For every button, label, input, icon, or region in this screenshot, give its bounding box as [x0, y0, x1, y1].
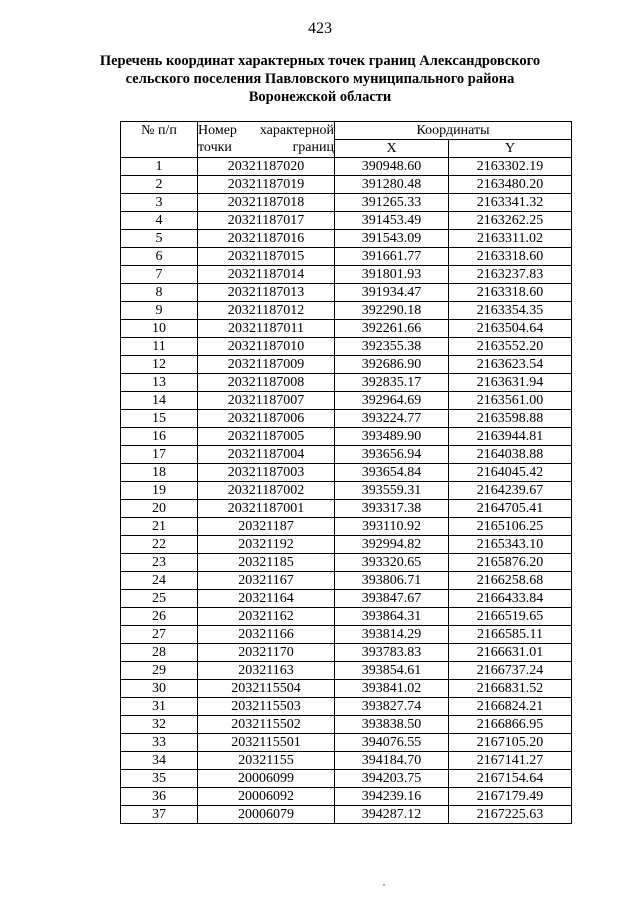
cell-point-number: 20321187002	[198, 482, 335, 500]
cell-row-number: 18	[121, 464, 198, 482]
cell-row-number: 28	[121, 644, 198, 662]
cell-y: 2163318.60	[449, 248, 572, 266]
cell-y: 2166631.01	[449, 644, 572, 662]
cell-row-number: 31	[121, 698, 198, 716]
cell-x: 394203.75	[335, 770, 449, 788]
title-line: сельского поселения Павловского муниципального района	[125, 71, 515, 87]
cell-y: 2163318.60	[449, 284, 572, 302]
cell-point-number: 20321187004	[198, 446, 335, 464]
cell-x: 393827.74	[335, 698, 449, 716]
cell-y: 2166737.24	[449, 662, 572, 680]
table-row	[121, 716, 572, 734]
table-row	[121, 662, 572, 680]
cell-row-number: 2	[121, 176, 198, 194]
table-row	[121, 428, 572, 446]
table-row	[121, 194, 572, 212]
table-row	[121, 320, 572, 338]
table-row	[121, 392, 572, 410]
cell-point-number: 20321187005	[198, 428, 335, 446]
table-row	[121, 500, 572, 518]
cell-row-number: 23	[121, 554, 198, 572]
cell-x: 392835.17	[335, 374, 449, 392]
table-row	[121, 482, 572, 500]
cell-x: 392964.69	[335, 392, 449, 410]
table-row	[121, 248, 572, 266]
cell-x: 394239.16	[335, 788, 449, 806]
table-row	[121, 446, 572, 464]
cell-row-number: 13	[121, 374, 198, 392]
cell-point-number: 20006092	[198, 788, 335, 806]
header-coordinates: Координаты	[335, 122, 572, 140]
cell-y: 2167225.63	[449, 806, 572, 824]
cell-y: 2164705.41	[449, 500, 572, 518]
table-row	[121, 752, 572, 770]
table-row	[121, 770, 572, 788]
cell-row-number: 8	[121, 284, 198, 302]
cell-point-number: 20321162	[198, 608, 335, 626]
table-row	[121, 644, 572, 662]
cell-row-number: 15	[121, 410, 198, 428]
table-row	[121, 356, 572, 374]
cell-x: 393806.71	[335, 572, 449, 590]
table-row	[121, 302, 572, 320]
table-row	[121, 158, 572, 176]
cell-point-number: 20321187019	[198, 176, 335, 194]
scan-speck	[383, 884, 385, 886]
coordinates-table	[120, 121, 572, 824]
table-body	[121, 158, 572, 824]
cell-y: 2167154.64	[449, 770, 572, 788]
cell-y: 2164045.42	[449, 464, 572, 482]
cell-row-number: 25	[121, 590, 198, 608]
cell-row-number: 36	[121, 788, 198, 806]
header-row-number: № п/п	[121, 122, 198, 158]
cell-point-number: 20321187020	[198, 158, 335, 176]
title-line: Воронежской области	[248, 89, 392, 105]
cell-point-number: 20321187017	[198, 212, 335, 230]
cell-y: 2167179.49	[449, 788, 572, 806]
table-row	[121, 410, 572, 428]
cell-row-number: 4	[121, 212, 198, 230]
cell-point-number: 20321164	[198, 590, 335, 608]
table-row	[121, 806, 572, 824]
cell-y: 2163480.20	[449, 176, 572, 194]
cell-row-number: 7	[121, 266, 198, 284]
cell-x: 393489.90	[335, 428, 449, 446]
document-title	[90, 52, 550, 106]
cell-row-number: 20	[121, 500, 198, 518]
cell-x: 393841.02	[335, 680, 449, 698]
cell-x: 393847.67	[335, 590, 449, 608]
table-row	[121, 536, 572, 554]
cell-x: 391661.77	[335, 248, 449, 266]
cell-x: 393317.38	[335, 500, 449, 518]
cell-point-number: 20321187007	[198, 392, 335, 410]
cell-x: 393838.50	[335, 716, 449, 734]
cell-point-number: 20321187012	[198, 302, 335, 320]
cell-x: 393864.31	[335, 608, 449, 626]
cell-point-number: 20321167	[198, 572, 335, 590]
table-row	[121, 680, 572, 698]
table-row	[121, 572, 572, 590]
cell-row-number: 34	[121, 752, 198, 770]
header-y: Y	[449, 140, 572, 158]
cell-row-number: 9	[121, 302, 198, 320]
table-row	[121, 464, 572, 482]
cell-y: 2166258.68	[449, 572, 572, 590]
cell-row-number: 11	[121, 338, 198, 356]
cell-point-number: 20321187018	[198, 194, 335, 212]
cell-y: 2163561.00	[449, 392, 572, 410]
page-number: 423	[308, 20, 332, 37]
cell-point-number: 20321187009	[198, 356, 335, 374]
cell-point-number: 20321192	[198, 536, 335, 554]
cell-x: 390948.60	[335, 158, 449, 176]
cell-row-number: 37	[121, 806, 198, 824]
cell-x: 393854.61	[335, 662, 449, 680]
table-row	[121, 212, 572, 230]
cell-y: 2163341.32	[449, 194, 572, 212]
cell-point-number: 2032115501	[198, 734, 335, 752]
table-row	[121, 374, 572, 392]
cell-x: 393656.94	[335, 446, 449, 464]
table-row	[121, 788, 572, 806]
cell-x: 391265.33	[335, 194, 449, 212]
table-header	[121, 122, 572, 158]
cell-y: 2165343.10	[449, 536, 572, 554]
cell-row-number: 5	[121, 230, 198, 248]
cell-row-number: 12	[121, 356, 198, 374]
cell-row-number: 35	[121, 770, 198, 788]
cell-y: 2163623.54	[449, 356, 572, 374]
cell-x: 392994.82	[335, 536, 449, 554]
table-row	[121, 626, 572, 644]
table-row	[121, 338, 572, 356]
cell-y: 2163552.20	[449, 338, 572, 356]
cell-x: 392355.38	[335, 338, 449, 356]
cell-point-number: 20321163	[198, 662, 335, 680]
cell-row-number: 22	[121, 536, 198, 554]
table-row	[121, 554, 572, 572]
table-row	[121, 230, 572, 248]
cell-row-number: 29	[121, 662, 198, 680]
cell-y: 2163631.94	[449, 374, 572, 392]
cell-y: 2163354.35	[449, 302, 572, 320]
cell-point-number: 20321187010	[198, 338, 335, 356]
cell-point-number: 20321187001	[198, 500, 335, 518]
cell-point-number: 20321187008	[198, 374, 335, 392]
cell-y: 2166519.65	[449, 608, 572, 626]
cell-y: 2163237.83	[449, 266, 572, 284]
cell-point-number: 20321187003	[198, 464, 335, 482]
table-row	[121, 698, 572, 716]
table-row	[121, 266, 572, 284]
cell-y: 2163598.88	[449, 410, 572, 428]
table-row	[121, 590, 572, 608]
cell-point-number: 2032115504	[198, 680, 335, 698]
cell-x: 393654.84	[335, 464, 449, 482]
cell-row-number: 3	[121, 194, 198, 212]
cell-x: 393224.77	[335, 410, 449, 428]
cell-y: 2163504.64	[449, 320, 572, 338]
cell-y: 2166824.21	[449, 698, 572, 716]
cell-row-number: 1	[121, 158, 198, 176]
cell-y: 2163311.02	[449, 230, 572, 248]
table-row	[121, 608, 572, 626]
cell-point-number: 20321170	[198, 644, 335, 662]
cell-y: 2166831.52	[449, 680, 572, 698]
cell-row-number: 17	[121, 446, 198, 464]
cell-x: 392686.90	[335, 356, 449, 374]
cell-point-number: 20321155	[198, 752, 335, 770]
cell-point-number: 20006099	[198, 770, 335, 788]
cell-x: 392290.18	[335, 302, 449, 320]
cell-y: 2165106.25	[449, 518, 572, 536]
cell-x: 391934.47	[335, 284, 449, 302]
cell-row-number: 32	[121, 716, 198, 734]
cell-x: 392261.66	[335, 320, 449, 338]
cell-row-number: 24	[121, 572, 198, 590]
cell-row-number: 16	[121, 428, 198, 446]
cell-point-number: 20321187015	[198, 248, 335, 266]
cell-x: 393559.31	[335, 482, 449, 500]
cell-y: 2166585.11	[449, 626, 572, 644]
header-point-number: Номер характерной точки границ	[198, 122, 335, 158]
cell-row-number: 14	[121, 392, 198, 410]
cell-y: 2167105.20	[449, 734, 572, 752]
cell-point-number: 20321187013	[198, 284, 335, 302]
cell-point-number: 2032115503	[198, 698, 335, 716]
cell-x: 393320.65	[335, 554, 449, 572]
table-row	[121, 734, 572, 752]
cell-row-number: 21	[121, 518, 198, 536]
cell-y: 2164038.88	[449, 446, 572, 464]
cell-row-number: 26	[121, 608, 198, 626]
cell-row-number: 6	[121, 248, 198, 266]
cell-row-number: 10	[121, 320, 198, 338]
cell-x: 394076.55	[335, 734, 449, 752]
table-row	[121, 284, 572, 302]
cell-y: 2165876.20	[449, 554, 572, 572]
cell-x: 393814.29	[335, 626, 449, 644]
cell-x: 394184.70	[335, 752, 449, 770]
cell-x: 394287.12	[335, 806, 449, 824]
cell-x: 393110.92	[335, 518, 449, 536]
cell-x: 393783.83	[335, 644, 449, 662]
cell-row-number: 33	[121, 734, 198, 752]
cell-point-number: 20321187014	[198, 266, 335, 284]
cell-row-number: 27	[121, 626, 198, 644]
cell-x: 391543.09	[335, 230, 449, 248]
cell-point-number: 20321166	[198, 626, 335, 644]
cell-point-number: 2032115502	[198, 716, 335, 734]
cell-y: 2163262.25	[449, 212, 572, 230]
cell-point-number: 20321187011	[198, 320, 335, 338]
cell-y: 2166866.95	[449, 716, 572, 734]
cell-x: 391453.49	[335, 212, 449, 230]
cell-x: 391280.48	[335, 176, 449, 194]
table-row	[121, 176, 572, 194]
cell-point-number: 20321187016	[198, 230, 335, 248]
cell-point-number: 20006079	[198, 806, 335, 824]
cell-point-number: 20321187006	[198, 410, 335, 428]
table-row	[121, 518, 572, 536]
title-line: Перечень координат характерных точек границ Александровского	[99, 53, 541, 69]
cell-x: 391801.93	[335, 266, 449, 284]
cell-row-number: 19	[121, 482, 198, 500]
cell-y: 2167141.27	[449, 752, 572, 770]
cell-y: 2166433.84	[449, 590, 572, 608]
cell-point-number: 20321187	[198, 518, 335, 536]
cell-y: 2164239.67	[449, 482, 572, 500]
cell-y: 2163302.19	[449, 158, 572, 176]
cell-row-number: 30	[121, 680, 198, 698]
cell-y: 2163944.81	[449, 428, 572, 446]
cell-point-number: 20321185	[198, 554, 335, 572]
header-x: X	[335, 140, 449, 158]
